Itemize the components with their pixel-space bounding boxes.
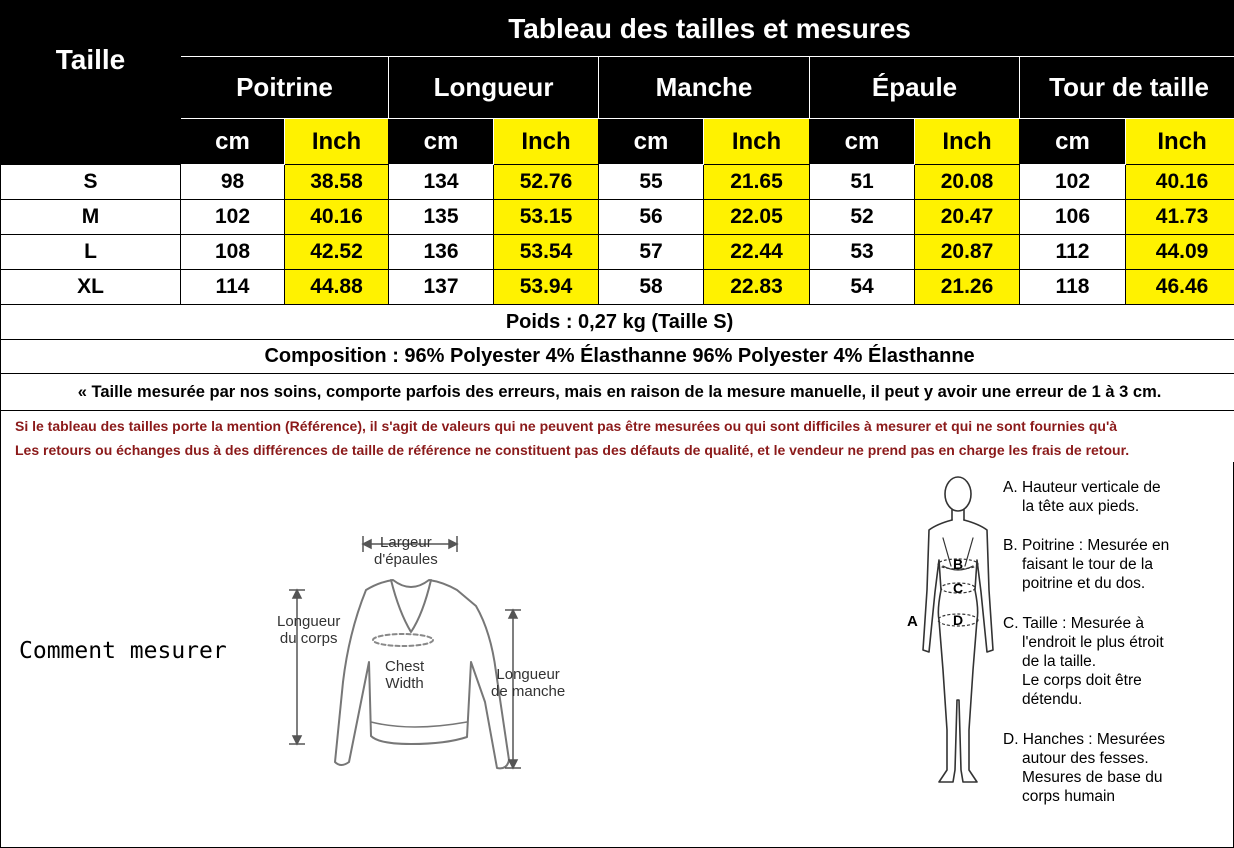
measurement-header-tour-de-taille: Tour de taille [1020, 57, 1234, 119]
description-c: C. Taille : Mesurée à l'endroit le plus étroit de la taille. Le corps doit être détendu. [1003, 615, 1164, 708]
letter-c: C [953, 580, 964, 596]
description-a: A. Hauteur verticale de la tête aux pieds. [1003, 479, 1161, 515]
value-cell-inch: 53.54 [494, 235, 599, 270]
unit-cm-header: cm [181, 119, 285, 165]
value-cell-cm: 98 [181, 165, 285, 200]
value-cell-cm: 52 [810, 200, 915, 235]
size-column-header: Taille [1, 1, 181, 119]
chest-width-marker [373, 634, 433, 646]
value-cell-inch: 46.46 [1126, 270, 1234, 305]
measurement-header-epaule: Épaule [810, 57, 1020, 119]
size-label: XL [1, 270, 181, 305]
value-cell-cm: 53 [810, 235, 915, 270]
value-cell-inch: 53.15 [494, 200, 599, 235]
value-cell-cm: 137 [389, 270, 494, 305]
value-cell-inch: 22.44 [704, 235, 810, 270]
value-cell-cm: 102 [1020, 165, 1126, 200]
measurement-disclaimer: « Taille mesurée par nos soins, comporte parfois des erreurs, mais en raison de la mesure manuelle, il peut y avoir une erreur de 1 à 3 cm. [1, 374, 1234, 411]
table-row [1, 270, 1234, 305]
body-length-label: Longueur du corps [277, 613, 341, 647]
value-cell-cm: 114 [181, 270, 285, 305]
value-cell-inch: 40.16 [1126, 165, 1234, 200]
head-outline [945, 477, 971, 511]
unit-cm-header: cm [389, 119, 494, 165]
value-cell-cm: 51 [810, 165, 915, 200]
warning-line-1: Si le tableau des tailles porte la mention (Référence), il s'agit de valeurs qui ne peuvent pas être mesurées ou qui sont difficiles à mesurer et qui ne sont fournies qu'à [15, 418, 1118, 434]
value-cell-inch: 42.52 [285, 235, 389, 270]
table-row [1, 200, 1234, 235]
unit-inch-header: Inch [1126, 119, 1234, 165]
value-cell-inch: 44.09 [1126, 235, 1234, 270]
value-cell-inch: 53.94 [494, 270, 599, 305]
description-b: B. Poitrine : Mesurée en faisant le tour de la poitrine et du dos. [1003, 537, 1170, 592]
chest-width-label: Chest Width [385, 658, 425, 692]
composition-note: Composition : 96% Polyester 4% Élasthanne 96% Polyester 4% Élasthanne [1, 340, 1234, 374]
unit-cm-header: cm [810, 119, 915, 165]
value-cell-inch: 21.65 [704, 165, 810, 200]
value-cell-inch: 22.83 [704, 270, 810, 305]
measurement-header-poitrine: Poitrine [181, 57, 389, 119]
description-d: D. Hanches : Mesurées autour des fesses. Mesures de base du corps humain [1003, 731, 1165, 805]
size-header-spacer [1, 119, 181, 165]
measurement-header-longueur: Longueur [389, 57, 599, 119]
value-cell-cm: 58 [599, 270, 704, 305]
unit-inch-header: Inch [704, 119, 810, 165]
how-to-measure-title: Comment mesurer [19, 638, 227, 664]
letter-d: D [953, 612, 964, 628]
value-cell-cm: 112 [1020, 235, 1126, 270]
weight-note: Poids : 0,27 kg (Taille S) [1, 305, 1234, 340]
value-cell-cm: 57 [599, 235, 704, 270]
unit-inch-header: Inch [915, 119, 1020, 165]
value-cell-cm: 56 [599, 200, 704, 235]
measurement-guide [0, 462, 1234, 848]
value-cell-cm: 106 [1020, 200, 1126, 235]
size-label: L [1, 235, 181, 270]
value-cell-cm: 54 [810, 270, 915, 305]
value-cell-cm: 136 [389, 235, 494, 270]
value-cell-inch: 41.73 [1126, 200, 1234, 235]
value-cell-cm: 55 [599, 165, 704, 200]
value-cell-inch: 40.16 [285, 200, 389, 235]
value-cell-cm: 118 [1020, 270, 1126, 305]
measurement-header-manche: Manche [599, 57, 810, 119]
size-label: S [1, 165, 181, 200]
warning-line-2: Les retours ou échanges dus à des différences de taille de référence ne constituent pas des défauts de qualité, et le vendeur ne prend pas en charge les frais de retour. [15, 442, 1130, 458]
table-title: Tableau des tailles et mesures [181, 1, 1234, 57]
shoulder-width-label: Largeur d'épaules [374, 534, 438, 568]
value-cell-inch: 52.76 [494, 165, 599, 200]
value-cell-inch: 20.08 [915, 165, 1020, 200]
body-figure-diagram [913, 470, 1003, 800]
value-cell-inch: 38.58 [285, 165, 389, 200]
value-cell-inch: 20.87 [915, 235, 1020, 270]
sleeve-length-label: Longueur de manche [491, 666, 566, 700]
unit-inch-header: Inch [494, 119, 599, 165]
value-cell-cm: 135 [389, 200, 494, 235]
value-cell-inch: 21.26 [915, 270, 1020, 305]
value-cell-cm: 134 [389, 165, 494, 200]
unit-inch-header: Inch [285, 119, 389, 165]
value-cell-cm: 102 [181, 200, 285, 235]
value-cell-inch: 44.88 [285, 270, 389, 305]
table-row [1, 235, 1234, 270]
size-label: M [1, 200, 181, 235]
letter-b: B [953, 556, 964, 572]
value-cell-inch: 22.05 [704, 200, 810, 235]
value-cell-inch: 20.47 [915, 200, 1020, 235]
unit-cm-header: cm [599, 119, 704, 165]
unit-cm-header: cm [1020, 119, 1126, 165]
letter-a: A [907, 613, 918, 630]
table-row [1, 165, 1234, 200]
reference-warning [1, 411, 1234, 466]
value-cell-cm: 108 [181, 235, 285, 270]
